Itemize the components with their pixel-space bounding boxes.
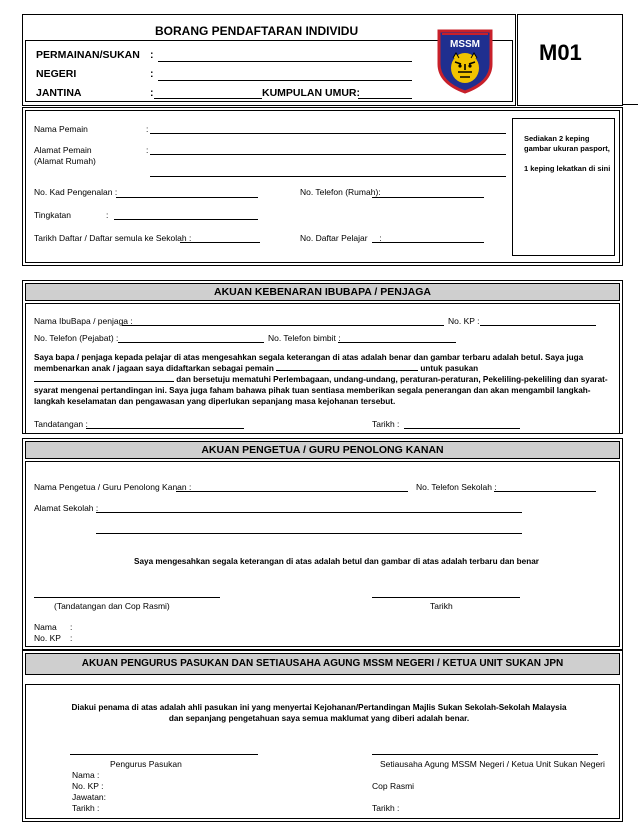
manager-name-label: Nama : xyxy=(72,770,100,780)
principal-ic2-sep: : xyxy=(70,633,73,643)
parent-date-field[interactable] xyxy=(404,428,520,429)
principal-ic2-label: No. KP xyxy=(34,633,61,643)
principal-name2-sep: : xyxy=(70,622,73,632)
parent-signature-label: Tandatangan : xyxy=(34,419,88,429)
parent-ic-label: No. KP : xyxy=(448,316,480,326)
parent-heading: AKUAN KEBENARAN IBUBAPA / PENJAGA xyxy=(25,283,620,301)
gender-sep: : xyxy=(150,87,154,99)
register-date-field[interactable] xyxy=(180,242,260,243)
mssm-logo xyxy=(436,28,494,94)
student-no-label: No. Daftar Pelajar : xyxy=(300,233,382,243)
gender-field[interactable] xyxy=(154,98,262,99)
sport-label: PERMAINAN/SUKAN xyxy=(36,49,140,61)
logo-text: MSSM xyxy=(450,39,480,50)
gender-label: JANTINA xyxy=(36,87,82,99)
student-no-label-text: No. Daftar Pelajar xyxy=(300,233,368,243)
manager-title: Pengurus Pasukan xyxy=(110,759,182,769)
parent-date-label: Tarikh : xyxy=(372,419,400,429)
state-sep: : xyxy=(150,68,154,80)
team-blank[interactable] xyxy=(34,381,174,382)
parent-office-phone-label: No. Telefon (Pejabat) : xyxy=(34,333,119,343)
manager-statement-1: Diakui penama di atas adalah ahli pasukan ini yang menyertai Kejohanan/Pertandingan Majlis Sukan Sekolah-Sekolah Malaysia xyxy=(71,703,567,712)
form-code: M01 xyxy=(539,40,582,65)
secretary-stamp-label: Cop Rasmi xyxy=(372,781,415,791)
age-group-label: KUMPULAN UMUR: xyxy=(262,87,360,99)
grade-label: Tingkatan xyxy=(34,210,72,220)
sport-field[interactable] xyxy=(158,61,412,62)
parent-ic-field[interactable] xyxy=(480,325,596,326)
manager-ic-label: No. KP : xyxy=(72,781,104,791)
grade-sep: : xyxy=(106,210,109,220)
manager-statement-2: dan sepanjang pengetahuan saya semua maklumat yang diberi adalah benar. xyxy=(168,714,470,723)
photo-note-2: 1 keping lekatkan di sini xyxy=(524,164,611,173)
parent-declaration-2: untuk pasukan xyxy=(420,364,479,373)
secretary-signature-field[interactable] xyxy=(372,754,598,755)
parent-declaration xyxy=(34,352,616,407)
age-group-field[interactable] xyxy=(358,98,412,99)
sport-sep: : xyxy=(150,49,154,61)
principal-date-field[interactable] xyxy=(372,597,520,598)
phone-home-label: No. Telefon (Rumah): xyxy=(300,187,381,197)
manager-heading: AKUAN PENGURUS PASUKAN DAN SETIAUSAHA AGUNG MSSM NEGERI / KETUA UNIT SUKAN JPN xyxy=(25,653,620,675)
parent-mobile-label: No. Telefon bimbit : xyxy=(268,333,341,343)
principal-name-field[interactable] xyxy=(176,491,408,492)
register-date-label: Tarikh Daftar / Daftar semula ke Sekolah : xyxy=(34,233,192,243)
school-address-field-1[interactable] xyxy=(96,512,522,513)
principal-signature-field[interactable] xyxy=(34,597,220,598)
principal-date-label: Tarikh xyxy=(430,601,453,611)
parent-declaration-3: dan bersetuju mematuhi Perlembagaan, undang-undang, peraturan-peraturan, Pekeliling-pekeliling dan syarat-syarat mengenai pertandingan ini. Saya juga faham bahawa pihak tuan sentiasa memberikan segala penerangan dan akan mengambil langkah-langkah keselamatan dan pengawasan yang diperlukan sepanjang masa kejohanan tersebut. xyxy=(34,375,608,406)
parent-office-phone-field[interactable] xyxy=(118,342,264,343)
student-name-field[interactable] xyxy=(150,133,506,134)
parent-signature-field[interactable] xyxy=(86,428,244,429)
principal-declaration: Saya mengesahkan segala keterangan di atas adalah betul dan gambar di atas adalah terbaru dan benar xyxy=(134,557,539,566)
student-address-field-1[interactable] xyxy=(150,154,506,155)
principal-name2-label: Nama xyxy=(34,622,57,632)
manager-post-label: Jawatan: xyxy=(72,792,107,802)
ic-label: No. Kad Pengenalan : xyxy=(34,187,118,197)
student-address-sub: (Alamat Rumah) xyxy=(34,156,96,166)
student-address-sep: : xyxy=(146,145,149,155)
state-label: NEGERI xyxy=(36,68,77,80)
principal-heading: AKUAN PENGETUA / GURU PENOLONG KANAN xyxy=(25,441,620,459)
photo-note-1: Sediakan 2 keping gambar ukuran pasport, xyxy=(524,134,610,153)
student-address-field-2[interactable] xyxy=(150,176,506,177)
code-box-rule xyxy=(623,104,638,105)
student-name-label: Nama Pemain xyxy=(34,124,88,134)
school-address-field-2[interactable] xyxy=(96,533,522,534)
student-no-field[interactable] xyxy=(372,242,484,243)
principal-name-label: Nama Pengetua / Guru Penolong Kanan : xyxy=(34,482,192,492)
player-sport-blank[interactable] xyxy=(276,370,418,371)
ic-field[interactable] xyxy=(116,197,258,198)
manager-date-label: Tarikh : xyxy=(72,803,100,813)
parent-name-field[interactable] xyxy=(122,325,444,326)
phone-home-field[interactable] xyxy=(372,197,484,198)
school-address-label: Alamat Sekolah : xyxy=(34,503,99,513)
school-phone-field[interactable] xyxy=(494,491,596,492)
parent-declaration-1: Saya bapa / penjaga kepada pelajar di atas mengesahkan segala keterangan di atas adalah benar dan gambar terbaru adalah betul. Saya juga membenarkan anak / jagaan saya didaftarkan sebagai pemain xyxy=(34,353,584,373)
parent-mobile-field[interactable] xyxy=(338,342,456,343)
parent-name-label: Nama IbuBapa / penjaga : xyxy=(34,316,133,326)
student-name-sep: : xyxy=(146,124,149,134)
form-title: BORANG PENDAFTARAN INDIVIDU xyxy=(155,24,359,38)
state-field[interactable] xyxy=(158,80,412,81)
student-address-label: Alamat Pemain xyxy=(34,145,92,155)
secretary-title: Setiausaha Agung MSSM Negeri / Ketua Unit Sukan Negeri xyxy=(380,759,605,769)
grade-field[interactable] xyxy=(114,219,258,220)
sign-stamp-label: (Tandatangan dan Cop Rasmi) xyxy=(54,601,170,611)
manager-signature-field[interactable] xyxy=(70,754,258,755)
secretary-date-label: Tarikh : xyxy=(372,803,400,813)
school-phone-label: No. Telefon Sekolah : xyxy=(416,482,497,492)
ic-label-text: No. Kad Pengenalan xyxy=(34,187,113,197)
